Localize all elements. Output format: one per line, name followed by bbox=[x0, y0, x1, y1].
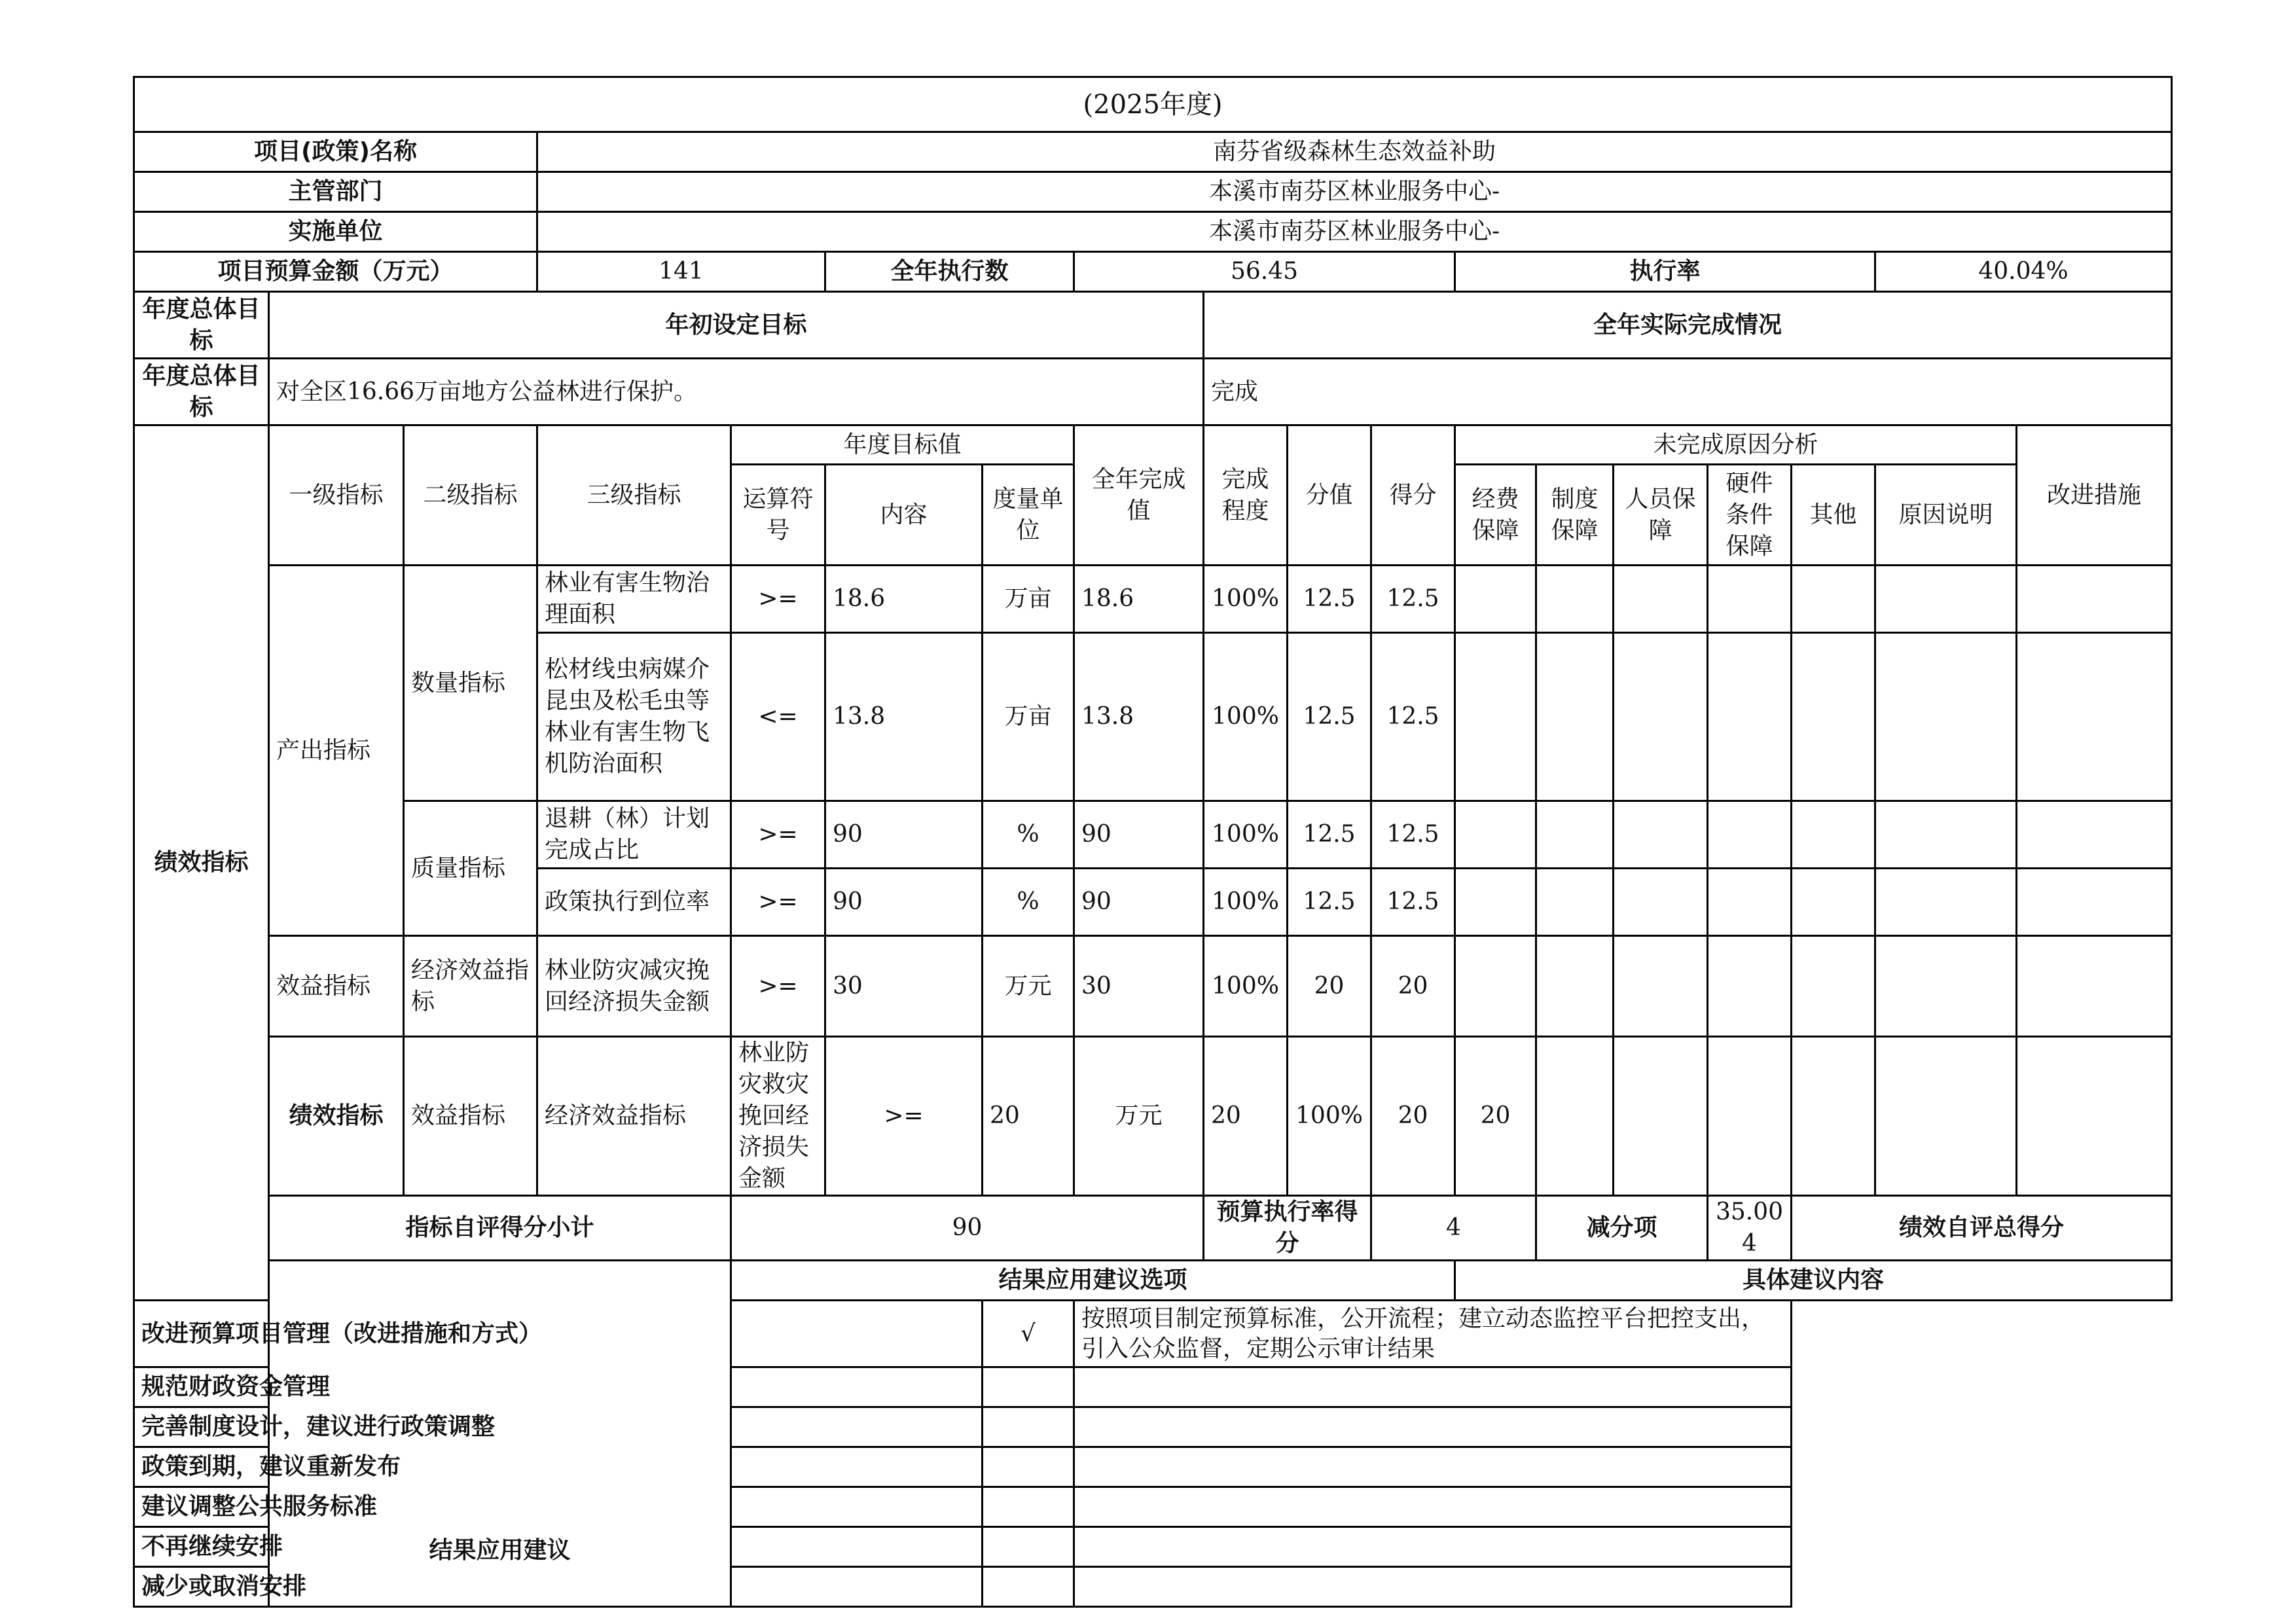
budget-value: 141 bbox=[537, 252, 825, 292]
project-name: 南芬省级森林生态效益补助 bbox=[537, 132, 2172, 172]
header-content: 内容 bbox=[825, 465, 983, 566]
level2-quality: 质量指标 bbox=[404, 801, 537, 936]
indicator-content: 90 bbox=[825, 801, 983, 869]
reason-cell bbox=[1708, 869, 1792, 936]
reason-cell bbox=[1536, 936, 1614, 1037]
result-option-row bbox=[134, 1407, 2172, 1447]
header-actual: 全年完成值 bbox=[1074, 425, 1204, 566]
level1-benefit: 效益指标 bbox=[269, 936, 404, 1037]
indicator-operator: >= bbox=[731, 869, 825, 936]
reason-cell bbox=[1614, 801, 1708, 869]
result-option-label: 政策到期，建议重新发布 bbox=[134, 1447, 983, 1487]
goal-row-label-2: 年度总体目标 bbox=[134, 359, 269, 425]
reason-cell bbox=[1455, 566, 1536, 633]
header-reason-fund: 经费保障 bbox=[1455, 465, 1536, 566]
reason-cell bbox=[1614, 1037, 1708, 1196]
indicator-name: 退耕（林）计划完成占比 bbox=[537, 801, 731, 869]
level1-output: 产出指标 bbox=[269, 566, 404, 936]
level2-econ: 经济效益指标 bbox=[537, 1037, 731, 1196]
indicator-value: 20 bbox=[1371, 1037, 1455, 1196]
indicator-content: 20 bbox=[983, 1037, 1074, 1196]
indicator-score: 20 bbox=[1455, 1037, 1536, 1196]
result-option-label: 不再继续安排 bbox=[134, 1527, 983, 1567]
result-option-row bbox=[134, 1487, 2172, 1527]
reason-cell bbox=[1614, 869, 1708, 936]
subtotal-value: 90 bbox=[731, 1196, 1204, 1261]
indicator-actual: 18.6 bbox=[1074, 566, 1204, 633]
reason-cell bbox=[1708, 1037, 1792, 1196]
indicator-degree: 100% bbox=[1204, 869, 1288, 936]
indicator-value: 12.5 bbox=[1288, 633, 1371, 801]
result-option-content bbox=[1074, 1487, 1792, 1527]
indicator-unit: % bbox=[983, 801, 1074, 869]
header-improve: 改进措施 bbox=[2017, 425, 2172, 566]
result-content-header: 具体建议内容 bbox=[1455, 1261, 2172, 1301]
indicator-actual: 90 bbox=[1074, 869, 1204, 936]
result-option-content bbox=[1074, 1527, 1792, 1567]
indicator-value: 12.5 bbox=[1288, 566, 1371, 633]
result-option-row bbox=[134, 1567, 2172, 1607]
reason-cell bbox=[1455, 801, 1536, 869]
indicator-operator: >= bbox=[731, 936, 825, 1037]
result-option-label: 完善制度设计，建议进行政策调整 bbox=[134, 1407, 983, 1447]
result-option-check: √ bbox=[983, 1301, 1074, 1367]
unit-value: 本溪市南芬区林业服务中心- bbox=[537, 212, 2172, 252]
header-score: 得分 bbox=[1371, 425, 1455, 566]
reason-cell bbox=[1792, 936, 1875, 1037]
result-option-check bbox=[983, 1567, 1074, 1607]
reason-cell bbox=[1536, 869, 1614, 936]
goal-set-text: 对全区16.66万亩地方公益林进行保护。 bbox=[269, 359, 1204, 425]
indicator-actual: 30 bbox=[1074, 936, 1204, 1037]
indicator-content: 90 bbox=[825, 869, 983, 936]
indicator-unit: 万元 bbox=[983, 936, 1074, 1037]
dept-value: 本溪市南芬区林业服务中心- bbox=[537, 172, 2172, 212]
indicator-value: 12.5 bbox=[1288, 869, 1371, 936]
budget-label: 项目预算金额（万元） bbox=[134, 252, 537, 292]
indicator-operator: >= bbox=[825, 1037, 983, 1196]
unit-label: 实施单位 bbox=[134, 212, 537, 252]
indicator-value: 12.5 bbox=[1288, 801, 1371, 869]
indicator-name: 林业防灾减灾挽回经济损失金额 bbox=[537, 936, 731, 1037]
indicator-value: 20 bbox=[1288, 936, 1371, 1037]
reason-cell bbox=[1708, 801, 1792, 869]
rate-label: 执行率 bbox=[1455, 252, 1875, 292]
reason-cell bbox=[1792, 566, 1875, 633]
reason-cell bbox=[1536, 566, 1614, 633]
result-option-check bbox=[983, 1487, 1074, 1527]
result-option-content bbox=[1074, 1367, 1792, 1407]
result-option-check bbox=[983, 1407, 1074, 1447]
result-option-content bbox=[1074, 1407, 1792, 1447]
improve-cell bbox=[2017, 566, 2172, 633]
indicator-content: 30 bbox=[825, 936, 983, 1037]
result-option-content bbox=[1074, 1447, 1792, 1487]
result-option-label: 建议调整公共服务标准 bbox=[134, 1487, 983, 1527]
dept-label: 主管部门 bbox=[134, 172, 537, 212]
indicator-name: 林业防灾救灾挽回经济损失金额 bbox=[731, 1037, 825, 1196]
indicator-unit: 万亩 bbox=[983, 566, 1074, 633]
reason-cell bbox=[1614, 633, 1708, 801]
indicator-actual: 13.8 bbox=[1074, 633, 1204, 801]
result-option-label: 改进预算项目管理（改进措施和方式） bbox=[134, 1301, 983, 1367]
improve-cell bbox=[2017, 869, 2172, 936]
indicator-degree: 100% bbox=[1204, 801, 1288, 869]
reason-cell bbox=[1792, 633, 1875, 801]
indicator-score: 12.5 bbox=[1371, 801, 1455, 869]
indicator-degree: 100% bbox=[1204, 936, 1288, 1037]
reason-cell bbox=[1708, 566, 1792, 633]
subtotal-label: 指标自评得分小计 bbox=[269, 1196, 731, 1261]
header-target-group: 年度目标值 bbox=[731, 425, 1074, 465]
indicator-row bbox=[134, 566, 2172, 633]
improve-cell bbox=[2017, 936, 2172, 1037]
budget-score-label: 预算执行率得分 bbox=[1204, 1196, 1371, 1261]
indicator-unit: 万亩 bbox=[983, 633, 1074, 801]
result-option-label: 规范财政资金管理 bbox=[134, 1367, 983, 1407]
reason-cell bbox=[1455, 936, 1536, 1037]
reason-cell bbox=[1875, 869, 2017, 936]
report-year-title: (2025年度) bbox=[134, 77, 2172, 132]
goal-set-header: 年初设定目标 bbox=[269, 292, 1204, 359]
result-option-label: 减少或取消安排 bbox=[134, 1567, 983, 1607]
result-option-row bbox=[134, 1367, 2172, 1407]
indicator-row bbox=[134, 801, 2172, 869]
reason-cell bbox=[1536, 801, 1614, 869]
indicator-score: 12.5 bbox=[1371, 566, 1455, 633]
goal-row-label: 年度总体目标 bbox=[134, 292, 269, 359]
indicator-degree: 100% bbox=[1288, 1037, 1371, 1196]
goal-actual-header: 全年实际完成情况 bbox=[1204, 292, 2172, 359]
result-option-content: 按照项目制定预算标准，公开流程；建立动态监控平台把控支出，引入公众监督，定期公示审计结果 bbox=[1074, 1301, 1792, 1367]
indicator-actual: 20 bbox=[1204, 1037, 1288, 1196]
header-degree: 完成程度 bbox=[1204, 425, 1288, 566]
indicator-operator: >= bbox=[731, 801, 825, 869]
reason-cell bbox=[1536, 633, 1614, 801]
result-options-header: 结果应用建议选项 bbox=[731, 1261, 1455, 1301]
indicator-operator: >= bbox=[731, 566, 825, 633]
header-level2: 二级指标 bbox=[404, 425, 537, 566]
reason-cell bbox=[1875, 1037, 2017, 1196]
indicator-content: 18.6 bbox=[825, 566, 983, 633]
total-label: 绩效自评总得分 bbox=[1792, 1196, 2172, 1261]
indicator-degree: 100% bbox=[1204, 633, 1288, 801]
deduct-label: 减分项 bbox=[1536, 1196, 1708, 1261]
exec-label: 全年执行数 bbox=[825, 252, 1074, 292]
level2-quantity: 数量指标 bbox=[404, 566, 537, 801]
header-level1: 一级指标 bbox=[269, 425, 404, 566]
header-reason-hardware: 硬件条件保障 bbox=[1708, 465, 1792, 566]
indicator-unit: 万元 bbox=[1074, 1037, 1204, 1196]
level1-benefit: 效益指标 bbox=[404, 1037, 537, 1196]
indicator-content: 13.8 bbox=[825, 633, 983, 801]
reason-cell bbox=[1875, 633, 2017, 801]
indicator-score: 12.5 bbox=[1371, 869, 1455, 936]
reason-cell bbox=[1455, 869, 1536, 936]
header-reason-system: 制度保障 bbox=[1536, 465, 1614, 566]
header-level3: 三级指标 bbox=[537, 425, 731, 566]
reason-cell bbox=[1875, 801, 2017, 869]
reason-cell bbox=[1792, 801, 1875, 869]
reason-cell bbox=[1708, 633, 1792, 801]
reason-cell bbox=[1708, 936, 1792, 1037]
header-unit: 度量单位 bbox=[983, 465, 1074, 566]
header-reason-other: 其他 bbox=[1792, 465, 1875, 566]
header-reason-staff: 人员保障 bbox=[1614, 465, 1708, 566]
result-label: 结果应用建议 bbox=[269, 1261, 731, 1607]
reason-cell bbox=[1536, 1037, 1614, 1196]
result-option-row bbox=[134, 1447, 2172, 1487]
reason-cell bbox=[2017, 1037, 2172, 1196]
project-name-label: 项目(政策)名称 bbox=[134, 132, 537, 172]
budget-score-value: 4 bbox=[1371, 1196, 1536, 1261]
header-score-value: 分值 bbox=[1288, 425, 1371, 566]
indicator-actual: 90 bbox=[1074, 801, 1204, 869]
indicator-score: 20 bbox=[1371, 936, 1455, 1037]
header-operator: 运算符号 bbox=[731, 465, 825, 566]
indicator-row bbox=[134, 936, 2172, 1037]
evaluation-table bbox=[133, 76, 2173, 1608]
reason-cell bbox=[1614, 566, 1708, 633]
result-option-content bbox=[1074, 1567, 1792, 1607]
rate-value: 40.04% bbox=[1875, 252, 2172, 292]
result-option-row bbox=[134, 1301, 2172, 1367]
reason-cell bbox=[1875, 936, 2017, 1037]
indicator-score: 12.5 bbox=[1371, 633, 1455, 801]
result-option-check bbox=[983, 1447, 1074, 1487]
exec-value: 56.45 bbox=[1074, 252, 1455, 292]
goal-actual-text: 完成 bbox=[1204, 359, 2172, 425]
improve-cell bbox=[2017, 633, 2172, 801]
indicator-name: 林业有害生物治理面积 bbox=[537, 566, 731, 633]
header-reason-group: 未完成原因分析 bbox=[1455, 425, 2017, 465]
deduct-value: 35.004 bbox=[1708, 1196, 1792, 1261]
reason-cell bbox=[1792, 1037, 1875, 1196]
reason-cell bbox=[1614, 936, 1708, 1037]
improve-cell bbox=[2017, 801, 2172, 869]
result-option-check bbox=[983, 1527, 1074, 1567]
perf-indicators-label: 绩效指标 bbox=[134, 425, 269, 1301]
reason-cell bbox=[1455, 633, 1536, 801]
indicator-operator: <= bbox=[731, 633, 825, 801]
reason-cell bbox=[1875, 566, 2017, 633]
indicator-name: 政策执行到位率 bbox=[537, 869, 731, 936]
level2-econ: 经济效益指标 bbox=[404, 936, 537, 1037]
indicator-unit: % bbox=[983, 869, 1074, 936]
header-reason-explain: 原因说明 bbox=[1875, 465, 2017, 566]
indicator-row bbox=[134, 1037, 2172, 1196]
result-option-check bbox=[983, 1367, 1074, 1407]
indicator-degree: 100% bbox=[1204, 566, 1288, 633]
perf-indicators-label-2: 绩效指标 bbox=[269, 1037, 404, 1196]
indicator-name: 松材线虫病媒介昆虫及松毛虫等林业有害生物飞机防治面积 bbox=[537, 633, 731, 801]
reason-cell bbox=[1792, 869, 1875, 936]
